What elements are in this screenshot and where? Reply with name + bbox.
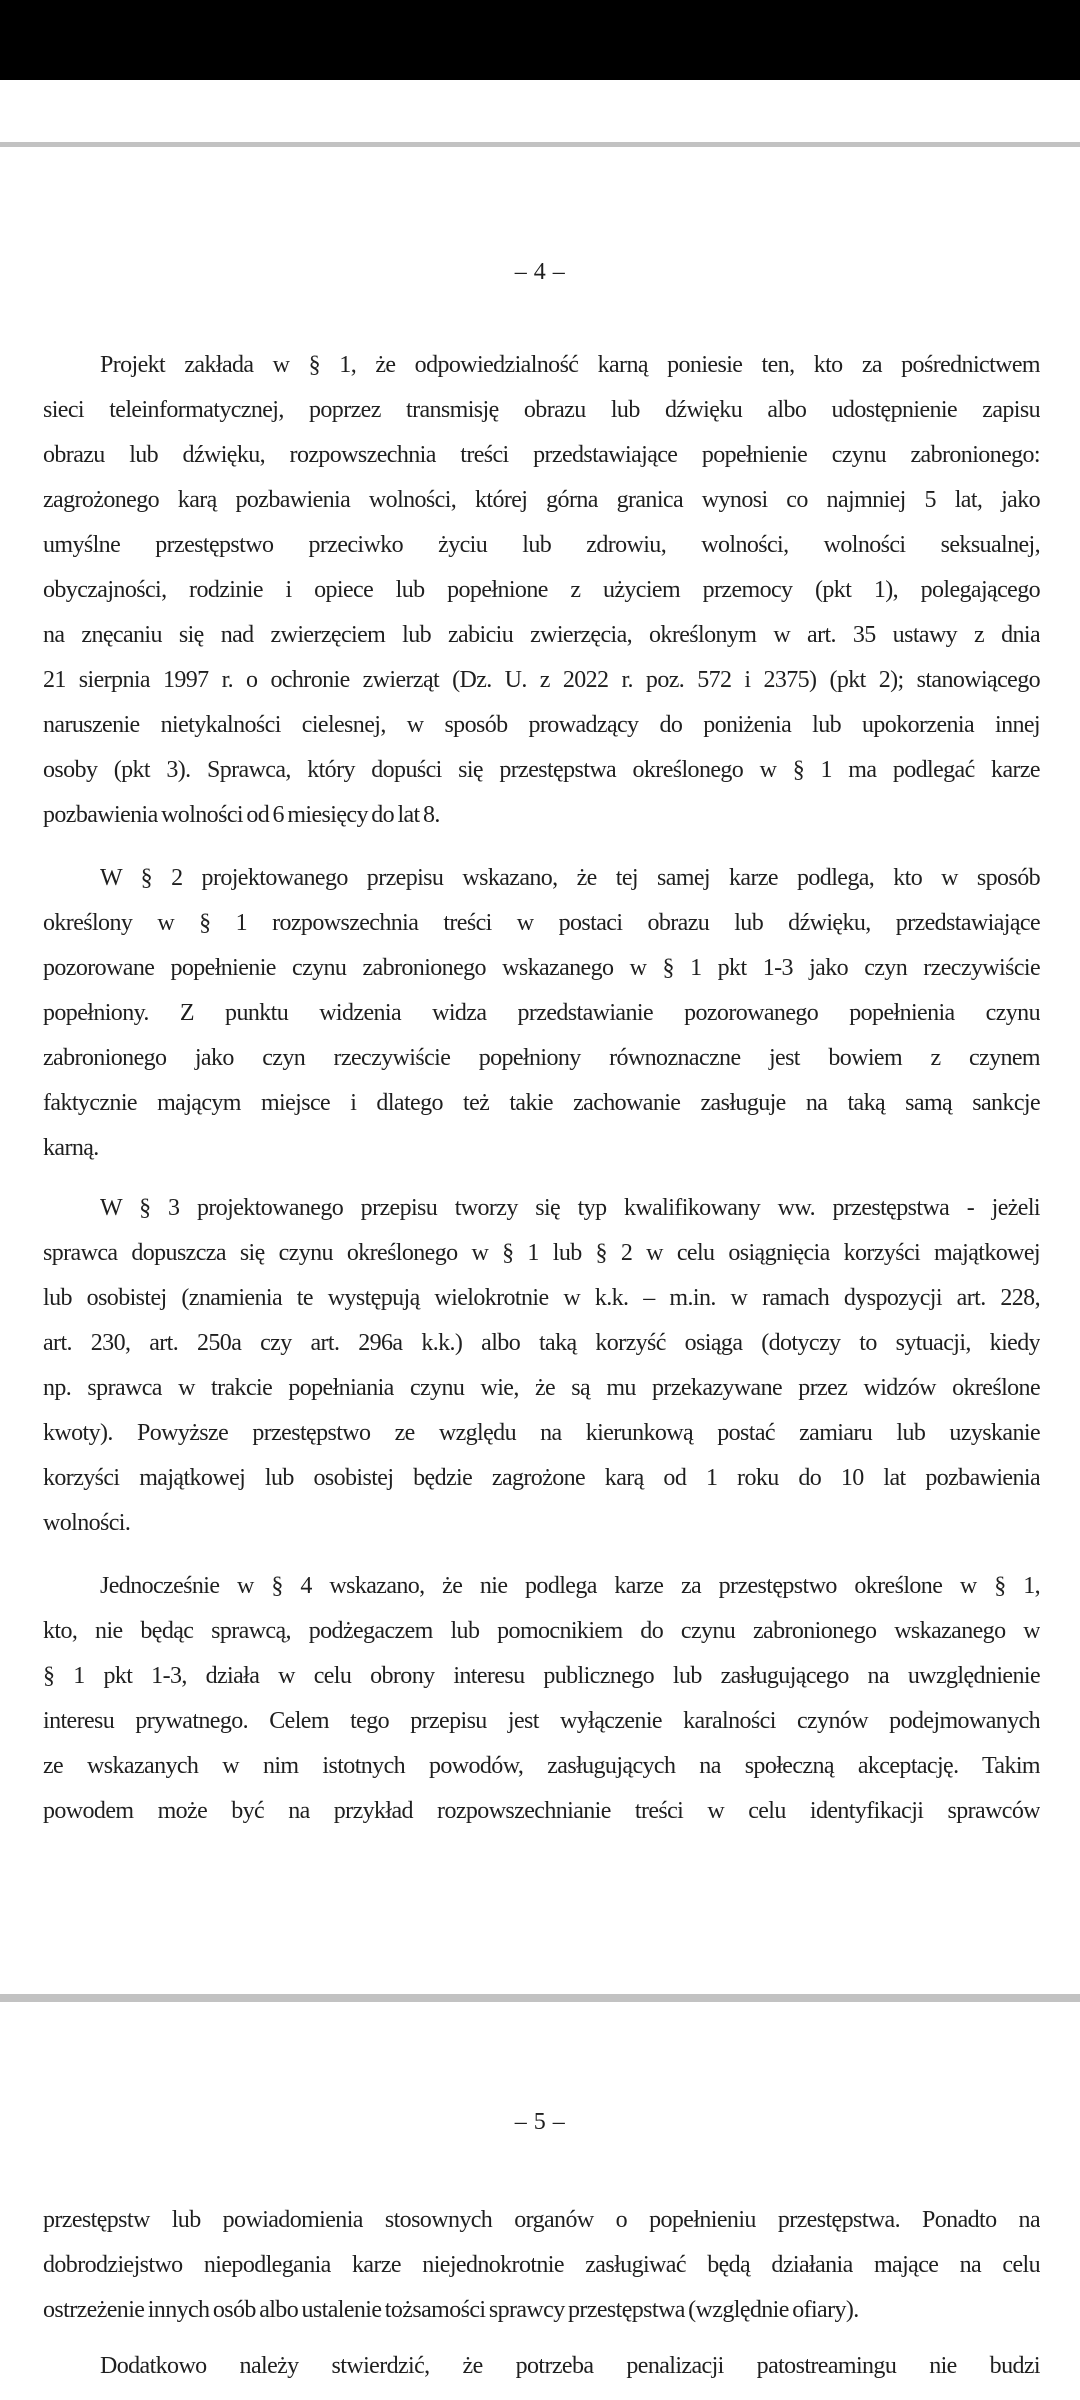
text-line: sprawca dopuszcza się czynu określonego w § 1 lub § 2 w celu osiągnięcia korzyści majątkowej	[43, 1240, 1040, 1266]
status-bar	[0, 0, 1080, 80]
text-line: Dodatkowo należy stwierdzić, że potrzeba penalizacji patostreamingu nie budzi	[100, 2353, 1040, 2379]
text-line: art. 230, art. 250a czy art. 296a k.k.) albo taką korzyść osiąga (dotyczy to sytuacji, kiedy	[43, 1330, 1040, 1356]
text-line: sieci teleinformatycznej, poprzez transmisję obrazu lub dźwięku albo udostępnienie zapisu	[43, 397, 1040, 423]
text-line: karną.	[43, 1135, 99, 1161]
text-line: naruszenie nietykalności cielesnej, w sposób prowadzący do poniżenia lub upokorzenia innej	[43, 712, 1040, 738]
text-line: zagrożonego karą pozbawienia wolności, której górna granica wynosi co najmniej 5 lat, jako	[43, 487, 1040, 513]
text-line: kwoty). Powyższe przestępstwo ze względu na kierunkową postać zamiaru lub uzyskanie	[43, 1420, 1040, 1446]
paragraph	[43, 1186, 1040, 1546]
text-line: pozbawienia wolności od 6 miesięcy do lat 8.	[43, 802, 440, 828]
text-line: określony w § 1 rozpowszechnia treści w postaci obrazu lub dźwięku, przedstawiające	[43, 910, 1040, 936]
text-line: na znęcaniu się nad zwierzęciem lub zabiciu zwierzęcia, określonym w art. 35 ustawy z dnia	[43, 622, 1040, 648]
text-line: interesu prywatnego. Celem tego przepisu jest wyłączenie karalności czynów podejmowanych	[43, 1708, 1040, 1734]
text-line: lub osobistej (znamienia te występują wielokrotnie w k.k. – m.in. w ramach dyspozycji art. 228,	[43, 1285, 1040, 1311]
text-line: 21 sierpnia 1997 r. o ochronie zwierząt (Dz. U. z 2022 r. poz. 572 i 2375) (pkt 2); stanowiącego	[43, 667, 1040, 693]
paragraph	[43, 2198, 1040, 2333]
paragraph	[43, 2344, 1040, 2389]
text-line: obyczajności, rodzinie i opiece lub popełnione z użyciem przemocy (pkt 1), polegającego	[43, 577, 1040, 603]
text-line: umyślne przestępstwo przeciwko życiu lub zdrowiu, wolności, wolności seksualnej,	[43, 532, 1040, 558]
text-line: W § 2 projektowanego przepisu wskazano, że tej samej karze podlega, kto w sposób	[100, 865, 1040, 891]
page-separator	[0, 1994, 1080, 2002]
text-line: Jednocześnie w § 4 wskazano, że nie podlega karze za przestępstwo określone w § 1,	[100, 1573, 1040, 1599]
text-line: Projekt zakłada w § 1, że odpowiedzialność karną poniesie ten, kto za pośrednictwem	[100, 352, 1040, 378]
paragraph	[43, 1564, 1040, 1834]
text-line: przestępstw lub powiadomienia stosownych organów o popełnieniu przestępstwa. Ponadto na	[43, 2207, 1040, 2233]
text-line: ostrzeżenie innych osób albo ustalenie tożsamości sprawcy przestępstwa (względnie ofiary).	[43, 2297, 859, 2323]
paragraph	[43, 856, 1040, 1171]
text-line: wolności.	[43, 1510, 131, 1536]
page-number: – 5 –	[514, 2109, 566, 2135]
page-separator	[0, 142, 1080, 147]
paragraph	[43, 343, 1040, 838]
text-line: zabronionego jako czyn rzeczywiście popełniony równoznaczne jest bowiem z czynem	[43, 1045, 1040, 1071]
text-line: dobrodziejstwo niepodlegania karze niejednokrotnie zasługiwać będą działania mające na celu	[43, 2252, 1040, 2278]
text-line: pozorowane popełnienie czynu zabronionego wskazanego w § 1 pkt 1-3 jako czyn rzeczywiście	[43, 955, 1040, 981]
page-number: – 4 –	[514, 259, 566, 285]
text-line: obrazu lub dźwięku, rozpowszechnia treści przedstawiające popełnienie czynu zabronionego:	[43, 442, 1040, 468]
text-line: ze wskazanych w nim istotnych powodów, zasługujących na społeczną akceptację. Takim	[43, 1753, 1040, 1779]
text-line: kto, nie będąc sprawcą, podżegaczem lub pomocnikiem do czynu zabronionego wskazanego w	[43, 1618, 1040, 1644]
text-line: osoby (pkt 3). Sprawca, który dopuści się przestępstwa określonego w § 1 ma podlegać karze	[43, 757, 1040, 783]
text-line: faktycznie mającym miejsce i dlatego też takie zachowanie zasługuje na taką samą sankcje	[43, 1090, 1040, 1116]
text-line: § 1 pkt 1-3, działa w celu obrony interesu publicznego lub zasługującego na uwzględnienie	[43, 1663, 1040, 1689]
text-line: popełniony. Z punktu widzenia widza przedstawianie pozorowanego popełnienia czynu	[43, 1000, 1040, 1026]
text-line: korzyści majątkowej lub osobistej będzie zagrożone karą od 1 roku do 10 lat pozbawienia	[43, 1465, 1040, 1491]
text-line: powodem może być na przykład rozpowszechnianie treści w celu identyfikacji sprawców	[43, 1798, 1040, 1824]
text-line: W § 3 projektowanego przepisu tworzy się typ kwalifikowany ww. przestępstwa - jeżeli	[100, 1195, 1040, 1221]
text-line: np. sprawca w trakcie popełniania czynu wie, że są mu przekazywane przez widzów określone	[43, 1375, 1040, 1401]
